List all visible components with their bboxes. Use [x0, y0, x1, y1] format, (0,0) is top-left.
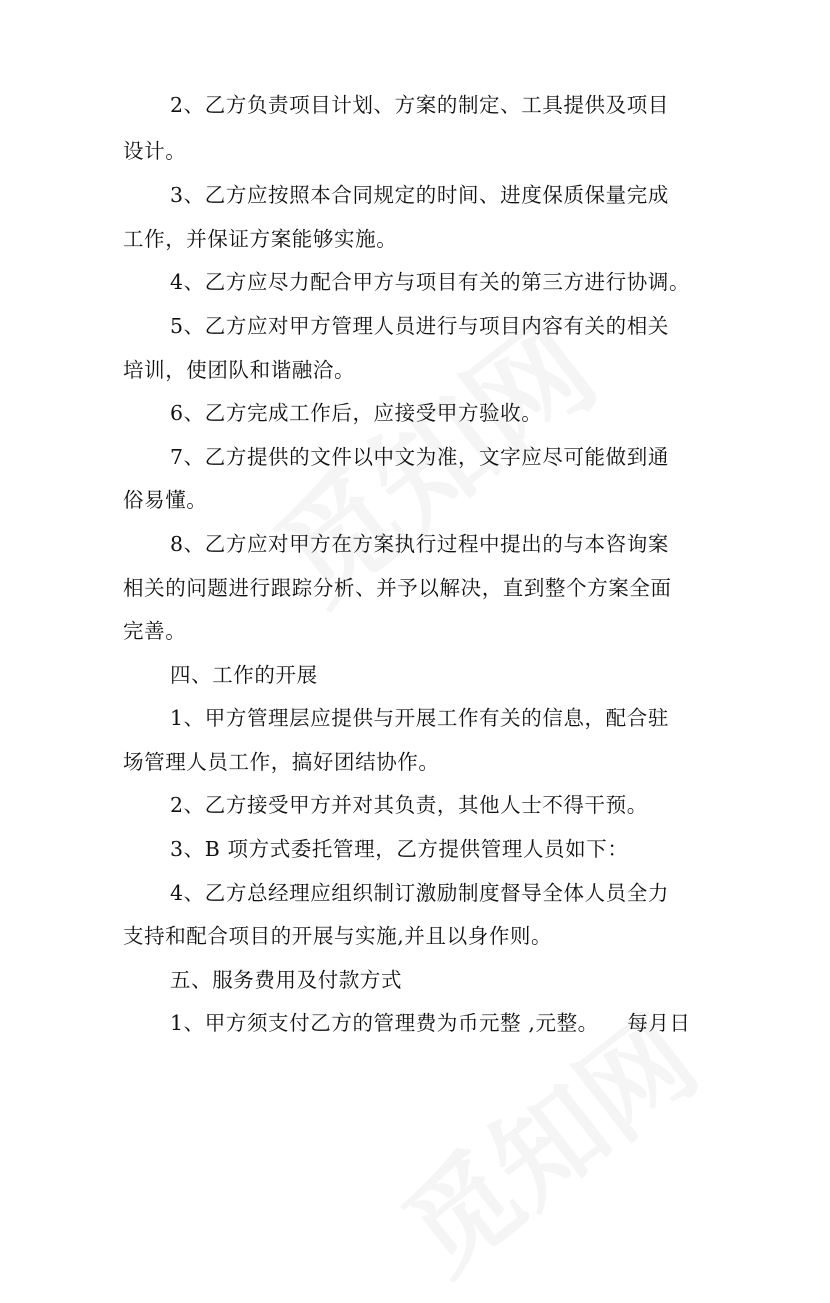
s4-clause-3-line1: 3、B 项方式委托管理，乙方提供管理人员如下： — [170, 837, 629, 861]
clause-5-line1: 5、乙方应对甲方管理人员进行与项目内容有关的相关 — [170, 314, 669, 338]
clause-8-line3: 完善。 — [123, 619, 187, 643]
clause-7-line1: 7、乙方提供的文件以中文为准，文字应尽可能做到通 — [170, 445, 669, 469]
clause-3-line2: 工作，并保证方案能够实施。 — [123, 227, 398, 251]
s4-clause-4-line2: 支持和配合项目的开展与实施,并且以身作则。 — [123, 924, 553, 948]
clause-2-line1: 2、乙方负责项目计划、方案的制定、工具提供及项目 — [170, 93, 669, 117]
section-heading-4: 四、工作的开展 — [170, 663, 318, 687]
section-heading-5: 五、服务费用及付款方式 — [170, 968, 403, 992]
clause-8-line2: 相关的问题进行跟踪分析、并予以解决，直到整个方案全面 — [123, 576, 672, 600]
s5-clause-1-line1: 1、甲方须支付乙方的管理费为币元整 ,元整。 每月日 — [170, 1011, 691, 1035]
clause-2-line2: 设计。 — [123, 139, 187, 163]
clause-7-line2: 俗易懂。 — [123, 488, 208, 512]
clause-8-line1: 8、乙方应对甲方在方案执行过程中提出的与本咨询案 — [170, 532, 669, 556]
clause-5-line2: 培训，使团队和谐融洽。 — [123, 358, 356, 382]
clause-6-line1: 6、乙方完成工作后，应接受甲方验收。 — [170, 401, 543, 425]
s4-clause-1-line1: 1、甲方管理层应提供与开展工作有关的信息，配合驻 — [170, 706, 669, 730]
s4-clause-2-line1: 2、乙方接受甲方并对其负责，其他人士不得干预。 — [170, 793, 648, 817]
clause-4-line1: 4、乙方应尽力配合甲方与项目有关的第三方进行协调。 — [170, 270, 691, 294]
s4-clause-1-line2: 场管理人员工作，搞好团结协作。 — [123, 750, 440, 774]
clause-3-line1: 3、乙方应按照本合同规定的时间、进度保质保量完成 — [170, 183, 669, 207]
s4-clause-4-line1: 4、乙方总经理应组织制订激励制度督导全体人员全力 — [170, 881, 669, 905]
